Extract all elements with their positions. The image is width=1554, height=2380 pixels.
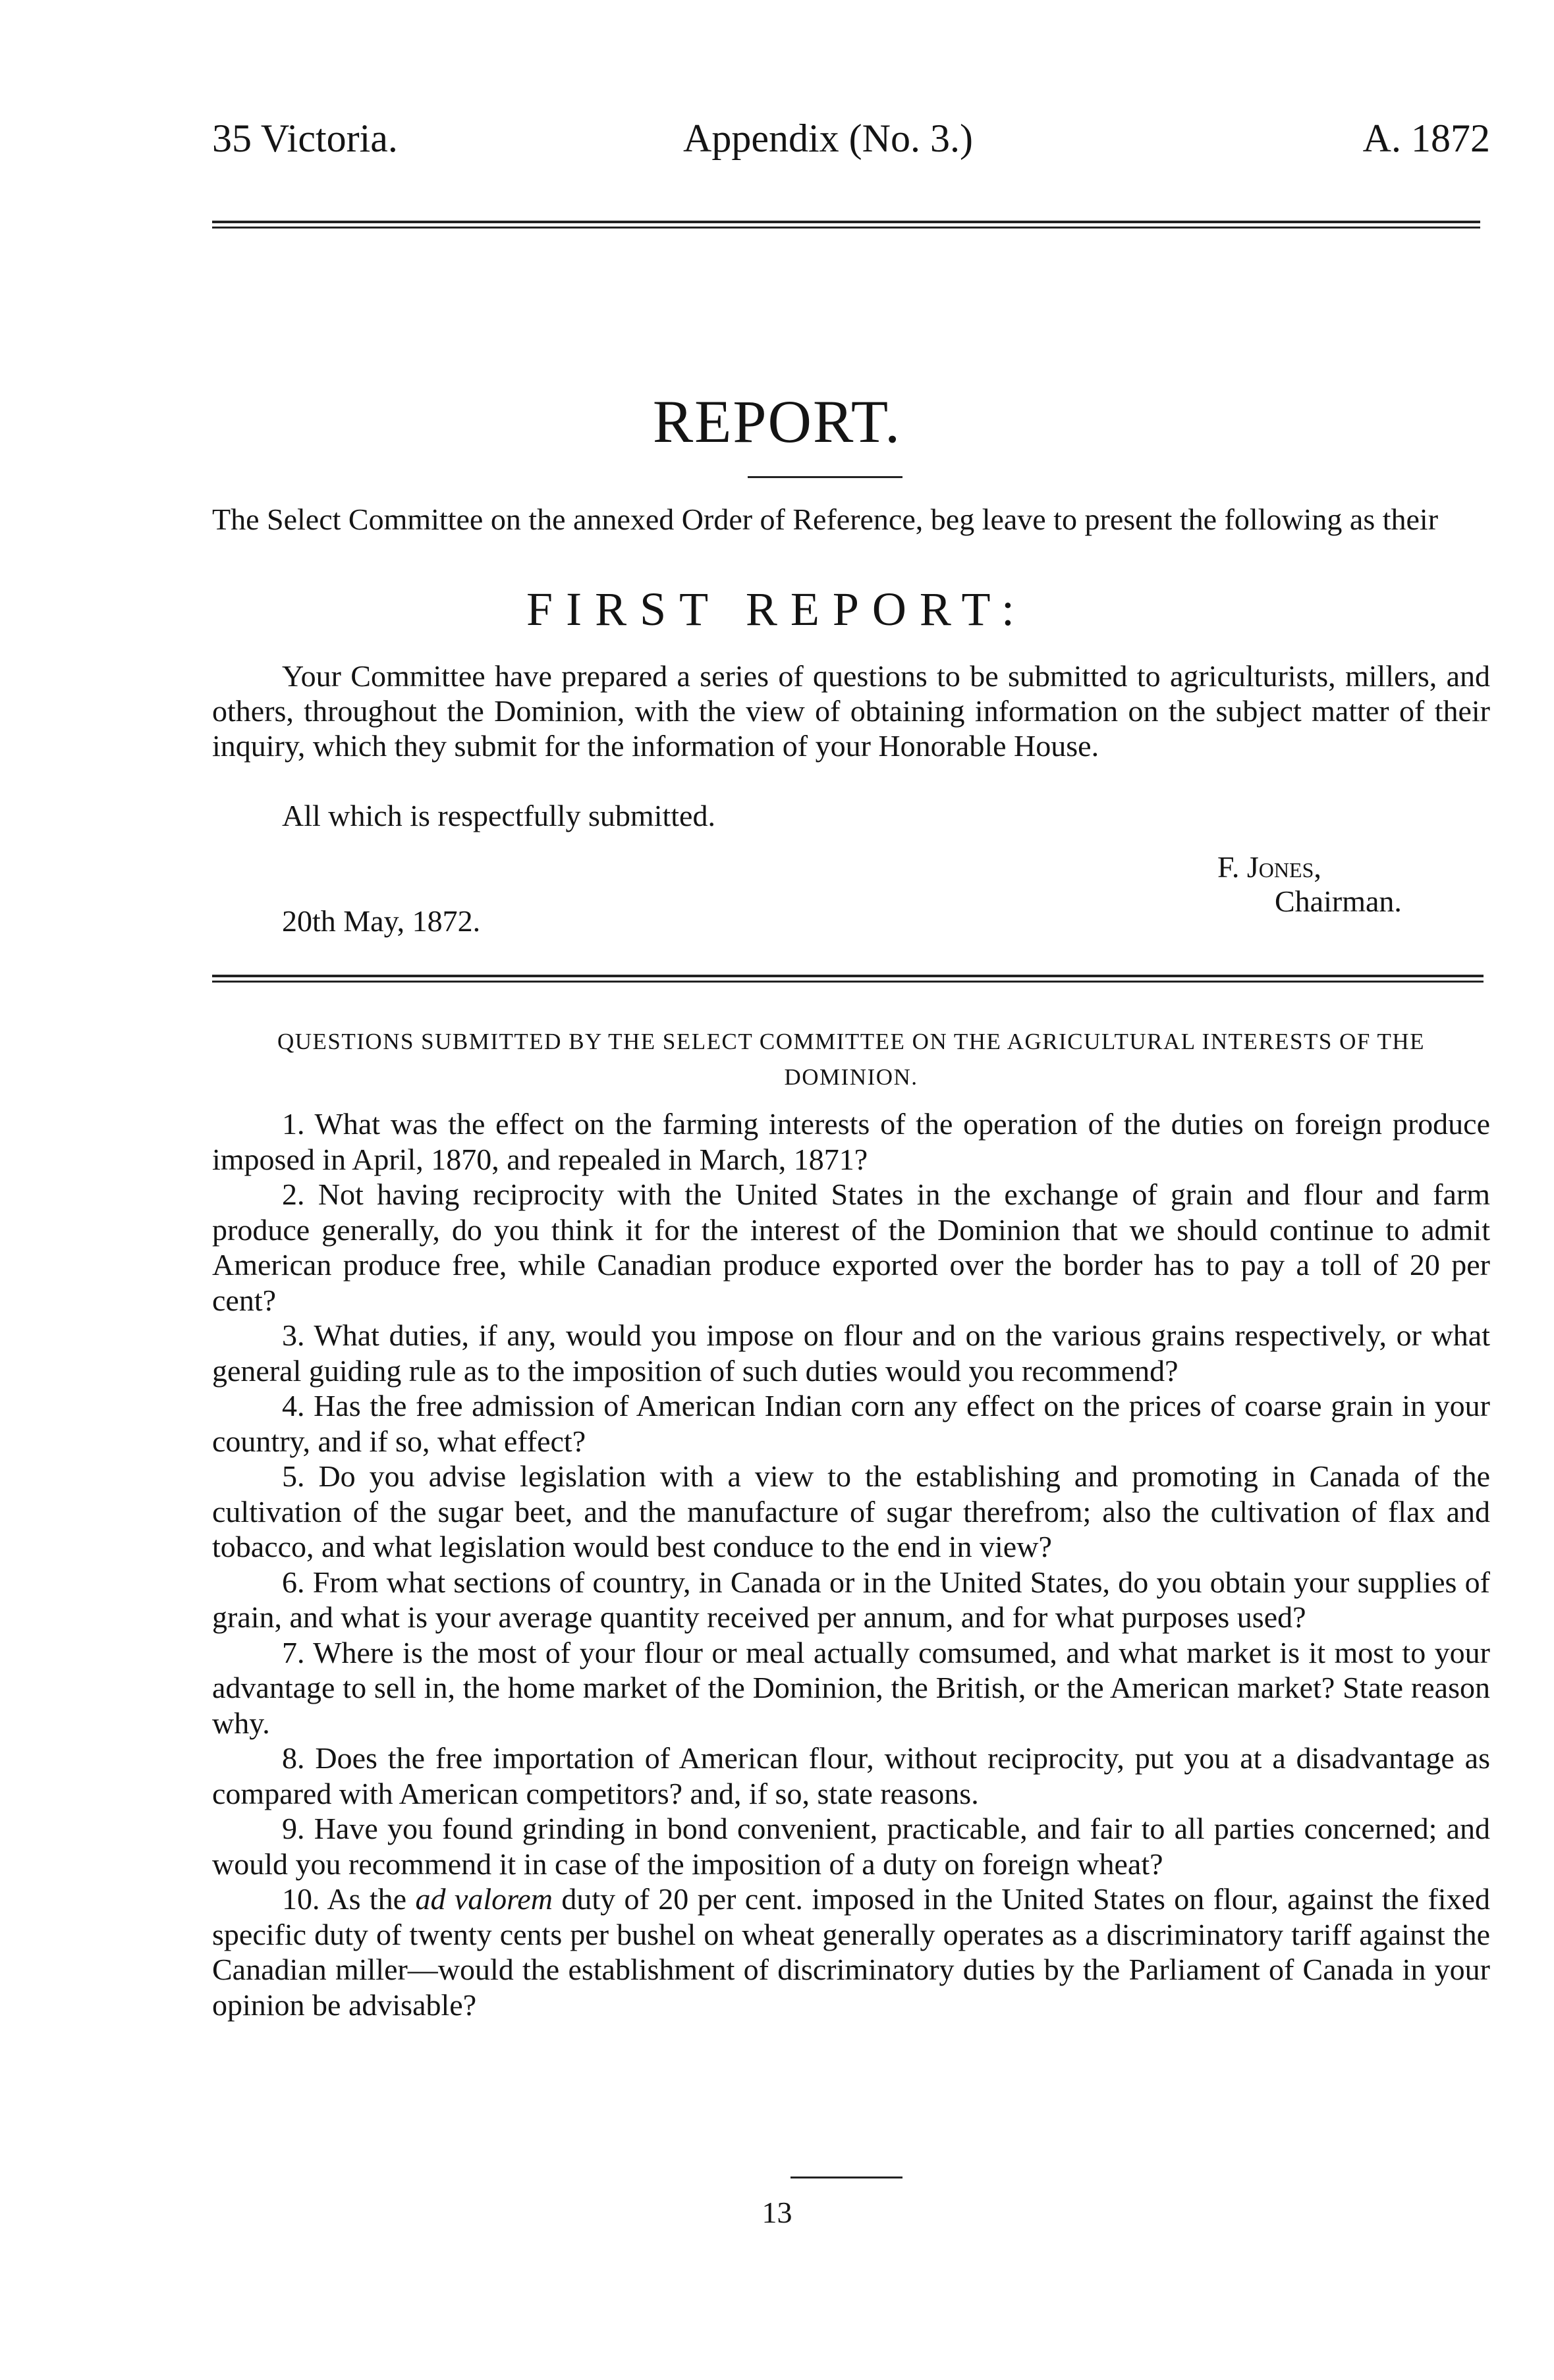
question-5: 5. Do you advise legislation with a view to the establishing and promoting in Canada of the cultivation of the sugar beet, and the manufacture of sugar therefrom; also the cultivation of flax and tobacco, and what legislation would best conduce to the end in view? <box>212 1459 1490 1563</box>
question-10-latin: ad valorem <box>415 1882 553 1916</box>
question-10-lead: 10. As the <box>282 1882 416 1916</box>
question-7: 7. Where is the most of your flour or meal actually comsumed, and what market is it most to your advantage to sell in, the home market of the Dominion, the British, or the American market? State reason why. <box>212 1635 1490 1740</box>
header-appendix: Appendix (No. 3.) <box>683 117 973 160</box>
questions-heading: QUESTIONS SUBMITTED BY THE SELECT COMMITTEE ON THE AGRICULTURAL INTERESTS OF THE DOMINION. <box>277 1029 1425 1090</box>
question-10-rest: duty of 20 per cent. imposed in the United States on flour, against the fixed specific duty of twenty cents per bushel on wheat generally operates as a discriminatory tariff against the Canadian miller—would the establishment of discriminatory duties by the Parliament of Canada in your opinion be advisable? <box>212 1882 1490 2022</box>
running-header <box>212 105 1490 171</box>
signature-name: F. Jones, <box>1217 850 1321 884</box>
header-rule <box>212 221 1480 229</box>
report-subtitle: FIRST REPORT: <box>526 583 1028 636</box>
question-1: 1. What was the effect on the farming interests of the operation of the duties on foreign produce imposed in April, 1870, and repealed in March, 1871? <box>212 1107 1490 1176</box>
title-underline <box>748 476 902 478</box>
page-number: 13 <box>762 2196 792 2229</box>
header-session: 35 Victoria. <box>212 117 398 160</box>
section-rule <box>212 975 1484 983</box>
question-4: 4. Has the free admission of American Indian corn any effect on the prices of coarse grain in your country, and if so, what effect? <box>212 1389 1490 1458</box>
question-2: 2. Not having reciprocity with the United States in the exchange of grain and flour and farm produce generally, do you think it for the interest of the Dominion that we should continue to admit American produce free, while Canadian produce exported over the border has to pay a toll of 20 per cent? <box>212 1177 1490 1317</box>
footer-rule <box>791 2177 902 2178</box>
question-3: 3. What duties, if any, would you impose on flour and on the various grains respectively, or what general guiding rule as to the imposition of such duties would you recommend? <box>212 1318 1490 1388</box>
question-8: 8. Does the free importation of American flour, without reciprocity, put you at a disadvantage as compared with American competitors? and, if so, state reasons. <box>212 1741 1490 1810</box>
header-year: A. 1872 <box>1362 117 1490 160</box>
report-title: REPORT. <box>652 388 902 455</box>
signature-title: Chairman. <box>1275 884 1402 918</box>
report-paragraph: Your Committee have prepared a series of questions to be submitted to agriculturists, millers, and others, throughout the Dominion, with the view of obtaining information on the subject matter of their inquiry, which they submit for the information of your Honorable House. <box>212 659 1490 763</box>
report-date: 20th May, 1872. <box>282 904 481 938</box>
question-6: 6. From what sections of country, in Canada or in the United States, do you obtain your supplies of grain, and what is your average quantity received per annum, and for what purposes used? <box>212 1565 1490 1634</box>
questions-list <box>212 1106 1490 2022</box>
closing-line: All which is respectfully submitted. <box>282 799 715 832</box>
question-10 <box>212 1881 1490 2022</box>
intro-paragraph: The Select Committee on the annexed Order of Reference, beg leave to present the following as their <box>212 502 1439 536</box>
question-9: 9. Have you found grinding in bond convenient, practicable, and fair to all parties concerned; and would you recommend it in case of the imposition of a duty on foreign wheat? <box>212 1812 1490 1881</box>
